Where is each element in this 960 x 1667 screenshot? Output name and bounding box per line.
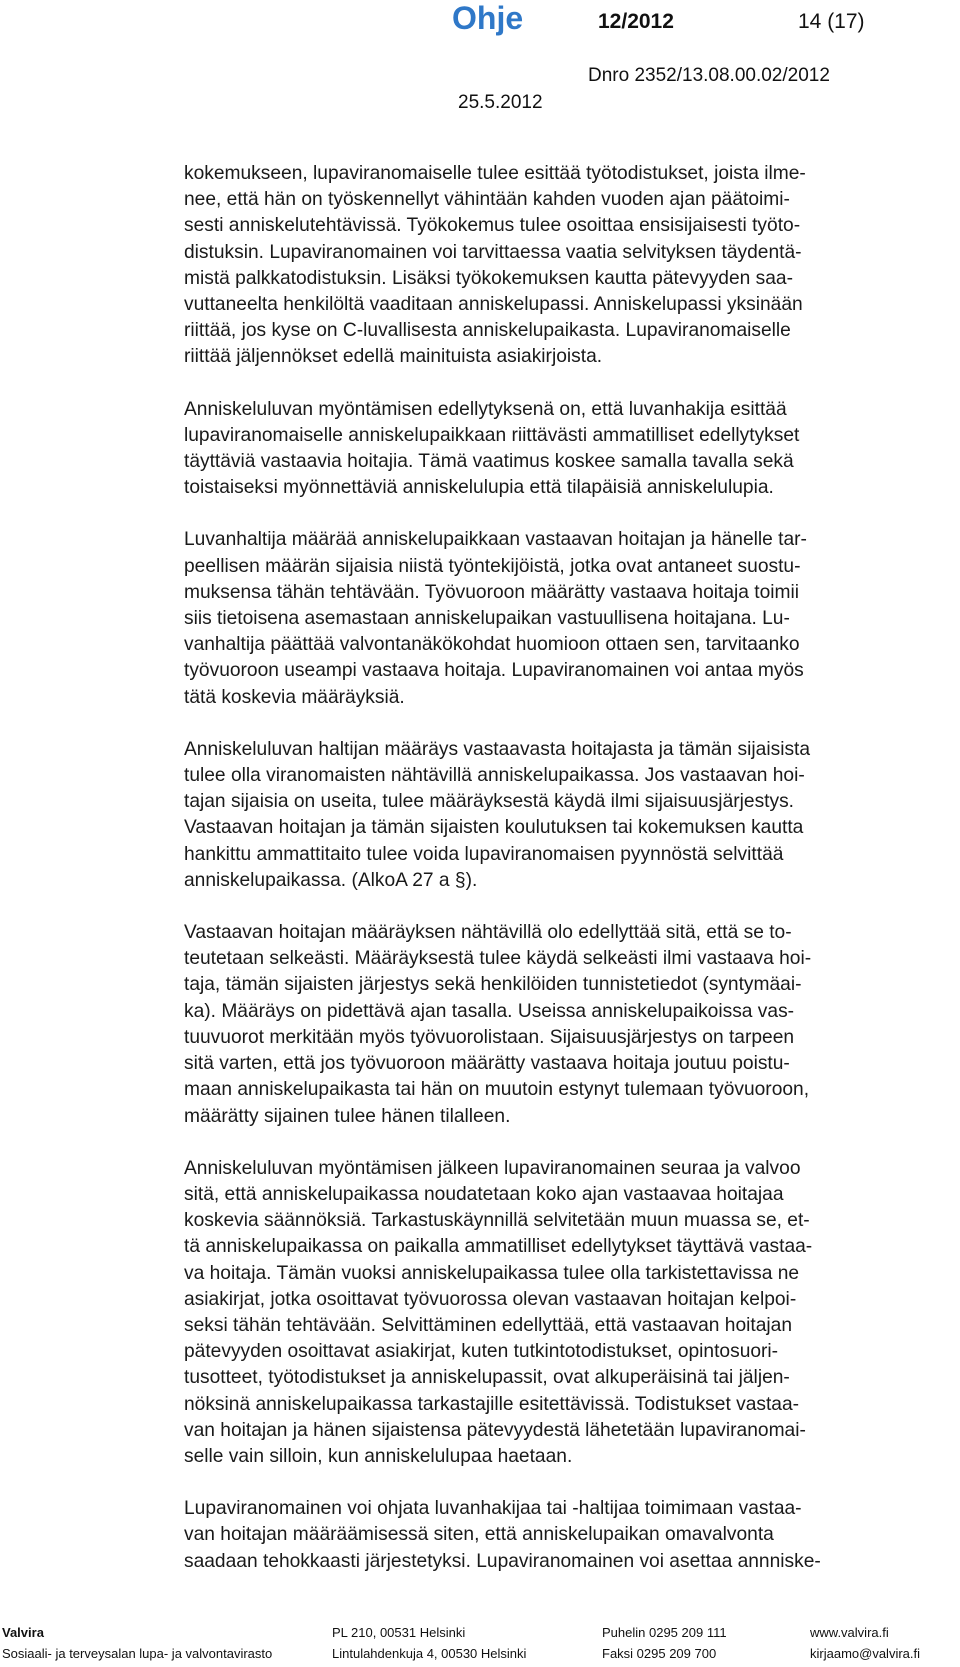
paragraph-line: hankittu ammattitaito tulee voida lupaviranomaisen pyynnöstä selvittää <box>184 843 784 865</box>
paragraph-line: Anniskeluluvan haltijan määräys vastaavasta hoitajasta ja tämän sijaisista <box>184 738 811 760</box>
document-body <box>184 161 940 1601</box>
paragraph-line: tuuvuorot merkitään myös työvuorolistaan. Sijaisuusjärjestys on tarpeen <box>184 1026 795 1048</box>
footer-email-link[interactable]: kirjaamo@valvira.fi <box>810 1646 920 1661</box>
document-number: 12/2012 <box>598 10 674 33</box>
paragraph-line: toistaiseksi myönnettäviä anniskelulupia että tilapäisiä anniskelulupia. <box>184 477 774 499</box>
paragraph-line: van hoitajan ja hänen sijaistensa pätevyydestä lähetetään lupaviranomai- <box>184 1419 806 1441</box>
paragraph-line: Vastaavan hoitajan ja tämän sijaisten koulutuksen tai kokemuksen kautta <box>184 817 804 839</box>
paragraph-line: tätä koskevia määräyksiä. <box>184 686 405 708</box>
footer-website-link[interactable]: www.valvira.fi <box>810 1625 889 1640</box>
paragraph-line: ka). Määräys on pidettävä ajan tasalla. Useissa anniskelupaikoissa vas- <box>184 1000 795 1022</box>
document-type: Ohje <box>452 0 524 36</box>
paragraph-line: selle vain silloin, kun anniskelulupaa haetaan. <box>184 1445 573 1467</box>
paragraph-line: Anniskeluluvan myöntämisen edellytyksenä on, että luvanhakija esittää <box>184 398 787 420</box>
paragraph <box>184 397 940 502</box>
paragraph-line: anniskelupaikassa. (AlkoA 27 a §). <box>184 869 478 891</box>
paragraph-line: peellisen määrän sijaisia niistä työntekijöistä, jotka ovat antaneet suostu- <box>184 555 801 577</box>
paragraph-line: tusotteet, työtodistukset ja anniskelupassit, ovat alkuperäisinä tai jäljen- <box>184 1367 790 1389</box>
paragraph-line: tulee olla viranomaisten nähtävillä anniskelupaikassa. Jos vastaavan hoi- <box>184 765 805 787</box>
paragraph <box>184 737 940 894</box>
paragraph <box>184 1496 940 1575</box>
paragraph-line: vanhaltija päättää valvontanäkökohdat huomioon ottaen sen, tarvitaanko <box>184 634 800 656</box>
paragraph <box>184 527 940 710</box>
page-number: 14 (17) <box>798 10 865 33</box>
paragraph-line: tajan sijaisia on useita, tulee määräyksestä käydä ilmi sijaisuusjärjestys. <box>184 791 795 813</box>
paragraph-line: siis tietoisena asemastaan anniskelupaikan vastuullisena hoitajana. Lu- <box>184 608 790 630</box>
paragraph-line: Vastaavan hoitajan määräyksen nähtävillä olo edellyttää sitä, että se to- <box>184 922 792 944</box>
paragraph-line: distuksin. Lupaviranomainen voi tarvittaessa vaatia selvityksen täydentä- <box>184 241 802 263</box>
paragraph-line: riittää jäljennökset edellä mainituista asiakirjoista. <box>184 346 603 368</box>
paragraph-line: mistä palkkatodistuksin. Lisäksi työkokemuksen kautta pätevyyden saa- <box>184 267 793 289</box>
record-number: Dnro 2352/13.08.00.02/2012 <box>588 65 830 86</box>
paragraph-line: sesti anniskelutehtävissä. Työkokemus tulee osoittaa ensisijaisesti työto- <box>184 215 801 237</box>
paragraph-line: Luvanhaltija määrää anniskelupaikkaan vastaavan hoitajan ja hänelle tar- <box>184 529 807 551</box>
page-header <box>0 0 960 120</box>
footer-po-box: PL 210, 00531 Helsinki <box>332 1625 466 1640</box>
paragraph-line: sitä, että anniskelupaikassa noudatetaan koko ajan vastaavaa hoitajaa <box>184 1183 784 1205</box>
paragraph-line: määrätty sijainen tulee hänen tilalleen. <box>184 1105 511 1127</box>
paragraph-line: vuttaneelta henkilöltä vaaditaan anniskelupassi. Anniskelupassi yksinään <box>184 294 803 316</box>
paragraph <box>184 1156 940 1470</box>
paragraph-line: saadaan tehokkaasti järjestetyksi. Lupaviranomainen voi asettaa annniske- <box>184 1550 821 1572</box>
paragraph-line: pätevyyden osoittavat asiakirjat, kuten tutkintotodistukset, opintosuori- <box>184 1341 779 1363</box>
paragraph-line: va hoitaja. Tämän vuoksi anniskelupaikassa tulee olla tarkistettavissa ne <box>184 1262 800 1284</box>
paragraph-line: maan anniskelupaikasta tai hän on muutoin estynyt tulemaan työvuoroon, <box>184 1079 810 1101</box>
footer-phone: Puhelin 0295 209 111 <box>602 1625 727 1640</box>
paragraph-line: sitä varten, että jos työvuoroon määrätty vastaava hoitaja joutuu poistu- <box>184 1053 790 1075</box>
page-footer <box>0 1618 960 1667</box>
paragraph-line: teutetaan selkeästi. Määräyksestä tulee käydä selkeästi ilmi vastaava hoi- <box>184 948 812 970</box>
paragraph <box>184 920 940 1130</box>
paragraph-line: nee, että hän on työskennellyt vähintään kahden vuoden ajan päätoimi- <box>184 189 790 211</box>
paragraph-line: kokemukseen, lupaviranomaiselle tulee esittää työtodistukset, joista ilme- <box>184 163 806 184</box>
paragraph-line: lupaviranomaiselle anniskelupaikkaan riittävästi ammatilliset edellytykset <box>184 424 800 446</box>
paragraph <box>184 161 940 371</box>
footer-street-address: Lintulahdenkuja 4, 00530 Helsinki <box>332 1646 527 1661</box>
footer-org-full: Sosiaali- ja terveysalan lupa- ja valvontavirasto <box>2 1646 273 1661</box>
paragraph-line: täyttäviä vastaavia hoitajia. Tämä vaatimus koskee samalla tavalla sekä <box>184 451 794 473</box>
paragraph-line: riittää, jos kyse on C-luvallisesta anniskelupaikasta. Lupaviranomaiselle <box>184 320 791 342</box>
paragraph-line: taja, tämän sijaisten järjestys sekä henkilöiden tunnistetiedot (syntymäai- <box>184 974 802 996</box>
paragraph-line: muksensa tähän tehtävään. Työvuoroon määrätty vastaava hoitaja toimii <box>184 581 800 603</box>
footer-fax: Faksi 0295 209 700 <box>602 1646 717 1661</box>
paragraph-line: Lupaviranomainen voi ohjata luvanhakijaa tai -haltijaa toimimaan vastaa- <box>184 1498 802 1520</box>
footer-org-short: Valvira <box>2 1625 44 1640</box>
paragraph-line: Anniskeluluvan myöntämisen jälkeen lupaviranomainen seuraa ja valvoo <box>184 1157 801 1179</box>
paragraph-line: työvuoroon useampi vastaava hoitaja. Lupaviranomainen voi antaa myös <box>184 660 804 682</box>
paragraph-line: nöksinä anniskelupaikassa tarkastajille esitettävissä. Todistukset vastaa- <box>184 1393 800 1415</box>
document-date: 25.5.2012 <box>458 92 543 113</box>
paragraph-line: koskevia säännöksiä. Tarkastuskäynnillä selvitetään muun muassa se, et- <box>184 1210 810 1232</box>
paragraph-line: tä anniskelupaikassa on paikalla ammatilliset edellytykset täyttävä vastaa- <box>184 1236 813 1258</box>
paragraph-line: seksi tähän tehtävään. Selvittäminen edellyttää, että vastaavan hoitajan <box>184 1314 792 1336</box>
paragraph-line: asiakirjat, jotka osoittavat työvuorossa olevan vastaavan hoitajan kelpoi- <box>184 1288 797 1310</box>
paragraph-line: van hoitajan määräämisessä siten, että anniskelupaikan omavalvonta <box>184 1524 774 1546</box>
